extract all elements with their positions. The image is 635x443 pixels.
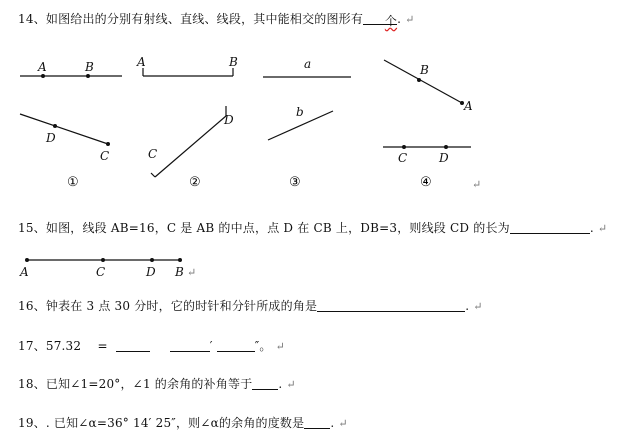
fig2-label-d: D <box>224 113 234 127</box>
point-a <box>25 258 29 262</box>
question-14-blank-text: 个 <box>384 14 398 28</box>
answer-blank-17-minutes[interactable] <box>170 339 210 352</box>
question-16 <box>18 297 483 314</box>
point-d-fig4 <box>444 145 448 149</box>
label-c: C <box>96 265 106 279</box>
prime-symbol: ′ <box>209 339 213 353</box>
fig2-caption: ② <box>189 175 201 190</box>
question-17 <box>18 337 285 354</box>
point-d <box>150 258 154 262</box>
question-19-text: 19、. 已知∠α=36° 14′ 25″，则∠α的余角的度数是 <box>18 416 305 430</box>
answer-blank-15[interactable] <box>510 221 590 234</box>
point-b <box>178 258 182 262</box>
paragraph-mark-icon: ↵ <box>473 300 483 313</box>
point-a-fig1 <box>41 74 45 78</box>
question-14-figures <box>0 40 635 240</box>
fig1-line-dc <box>20 114 108 144</box>
question-18 <box>18 375 296 392</box>
question-15-end: . <box>589 221 594 235</box>
question-18-end: . <box>278 377 283 391</box>
fig4-label-a: A <box>464 99 473 113</box>
question-15-text: 15、如图，线段 AB=16，C 是 AB 的中点，点 D 在 CB 上，DB=3，则线段 CD 的长为 <box>18 221 510 235</box>
fig4-label-c: C <box>398 151 408 165</box>
fig1-label-a: A <box>38 60 47 74</box>
point-b-fig1 <box>86 74 90 78</box>
paragraph-mark-icon: ↵ <box>187 266 197 279</box>
fig4-caption: ④ <box>420 175 432 190</box>
question-14-text: 14、如图给出的分别有射线、直线、线段，其中能相交的图形有 <box>18 12 364 26</box>
point-d-fig1 <box>53 124 57 128</box>
question-16-text: 16、钟表在 3 点 30 分时，它的时针和分针所成的角是 <box>18 299 318 313</box>
paragraph-mark-icon: ↵ <box>597 222 608 235</box>
question-18-text: 18、已知∠1=20°，∠1 的余角的补角等于 <box>18 377 253 391</box>
fig3-label-a: a <box>304 57 312 71</box>
question-15-figure <box>0 250 240 284</box>
point-c-fig4 <box>402 145 406 149</box>
question-15 <box>18 219 607 236</box>
fig3-label-b: b <box>296 105 304 119</box>
paragraph-mark-icon: ↵ <box>405 13 415 26</box>
label-a: A <box>20 265 29 279</box>
paragraph-mark-icon: ↵ <box>338 417 348 430</box>
paragraph-mark-icon: ↵ <box>286 378 296 391</box>
answer-blank-17-degrees[interactable] <box>116 339 150 352</box>
fig3-caption: ③ <box>289 175 301 190</box>
paragraph-mark-icon: ↵ <box>472 178 482 191</box>
fig2-label-c: C <box>148 147 158 161</box>
question-16-end: . <box>465 299 470 313</box>
fig2-segment-cd <box>155 116 226 177</box>
question-14-end: . <box>397 12 402 26</box>
fig1-label-c: C <box>100 149 110 163</box>
answer-blank-18[interactable] <box>252 377 278 390</box>
question-17-text: 17、57.32 = <box>18 339 108 353</box>
answer-blank-17-seconds[interactable] <box>217 339 255 352</box>
question-14 <box>18 10 415 27</box>
double-prime-symbol: ″。 <box>254 339 272 353</box>
fig1-label-d: D <box>46 131 56 145</box>
point-b-fig4 <box>417 78 421 82</box>
answer-blank-19[interactable] <box>304 416 330 429</box>
label-b: B <box>175 265 184 279</box>
answer-blank-14[interactable] <box>363 12 398 28</box>
point-c-fig1 <box>106 142 110 146</box>
fig2-label-b: B <box>229 55 238 69</box>
question-19-end: . <box>330 416 335 430</box>
fig2-label-a: A <box>137 55 146 69</box>
fig4-label-d: D <box>439 151 449 165</box>
fig1-caption: ① <box>67 175 79 190</box>
paragraph-mark-icon: ↵ <box>275 340 285 353</box>
label-d: D <box>146 265 156 279</box>
answer-blank-16[interactable] <box>317 299 465 312</box>
question-19 <box>18 414 348 431</box>
point-c <box>101 258 105 262</box>
fig1-label-b: B <box>85 60 94 74</box>
fig4-label-b: B <box>420 63 429 77</box>
